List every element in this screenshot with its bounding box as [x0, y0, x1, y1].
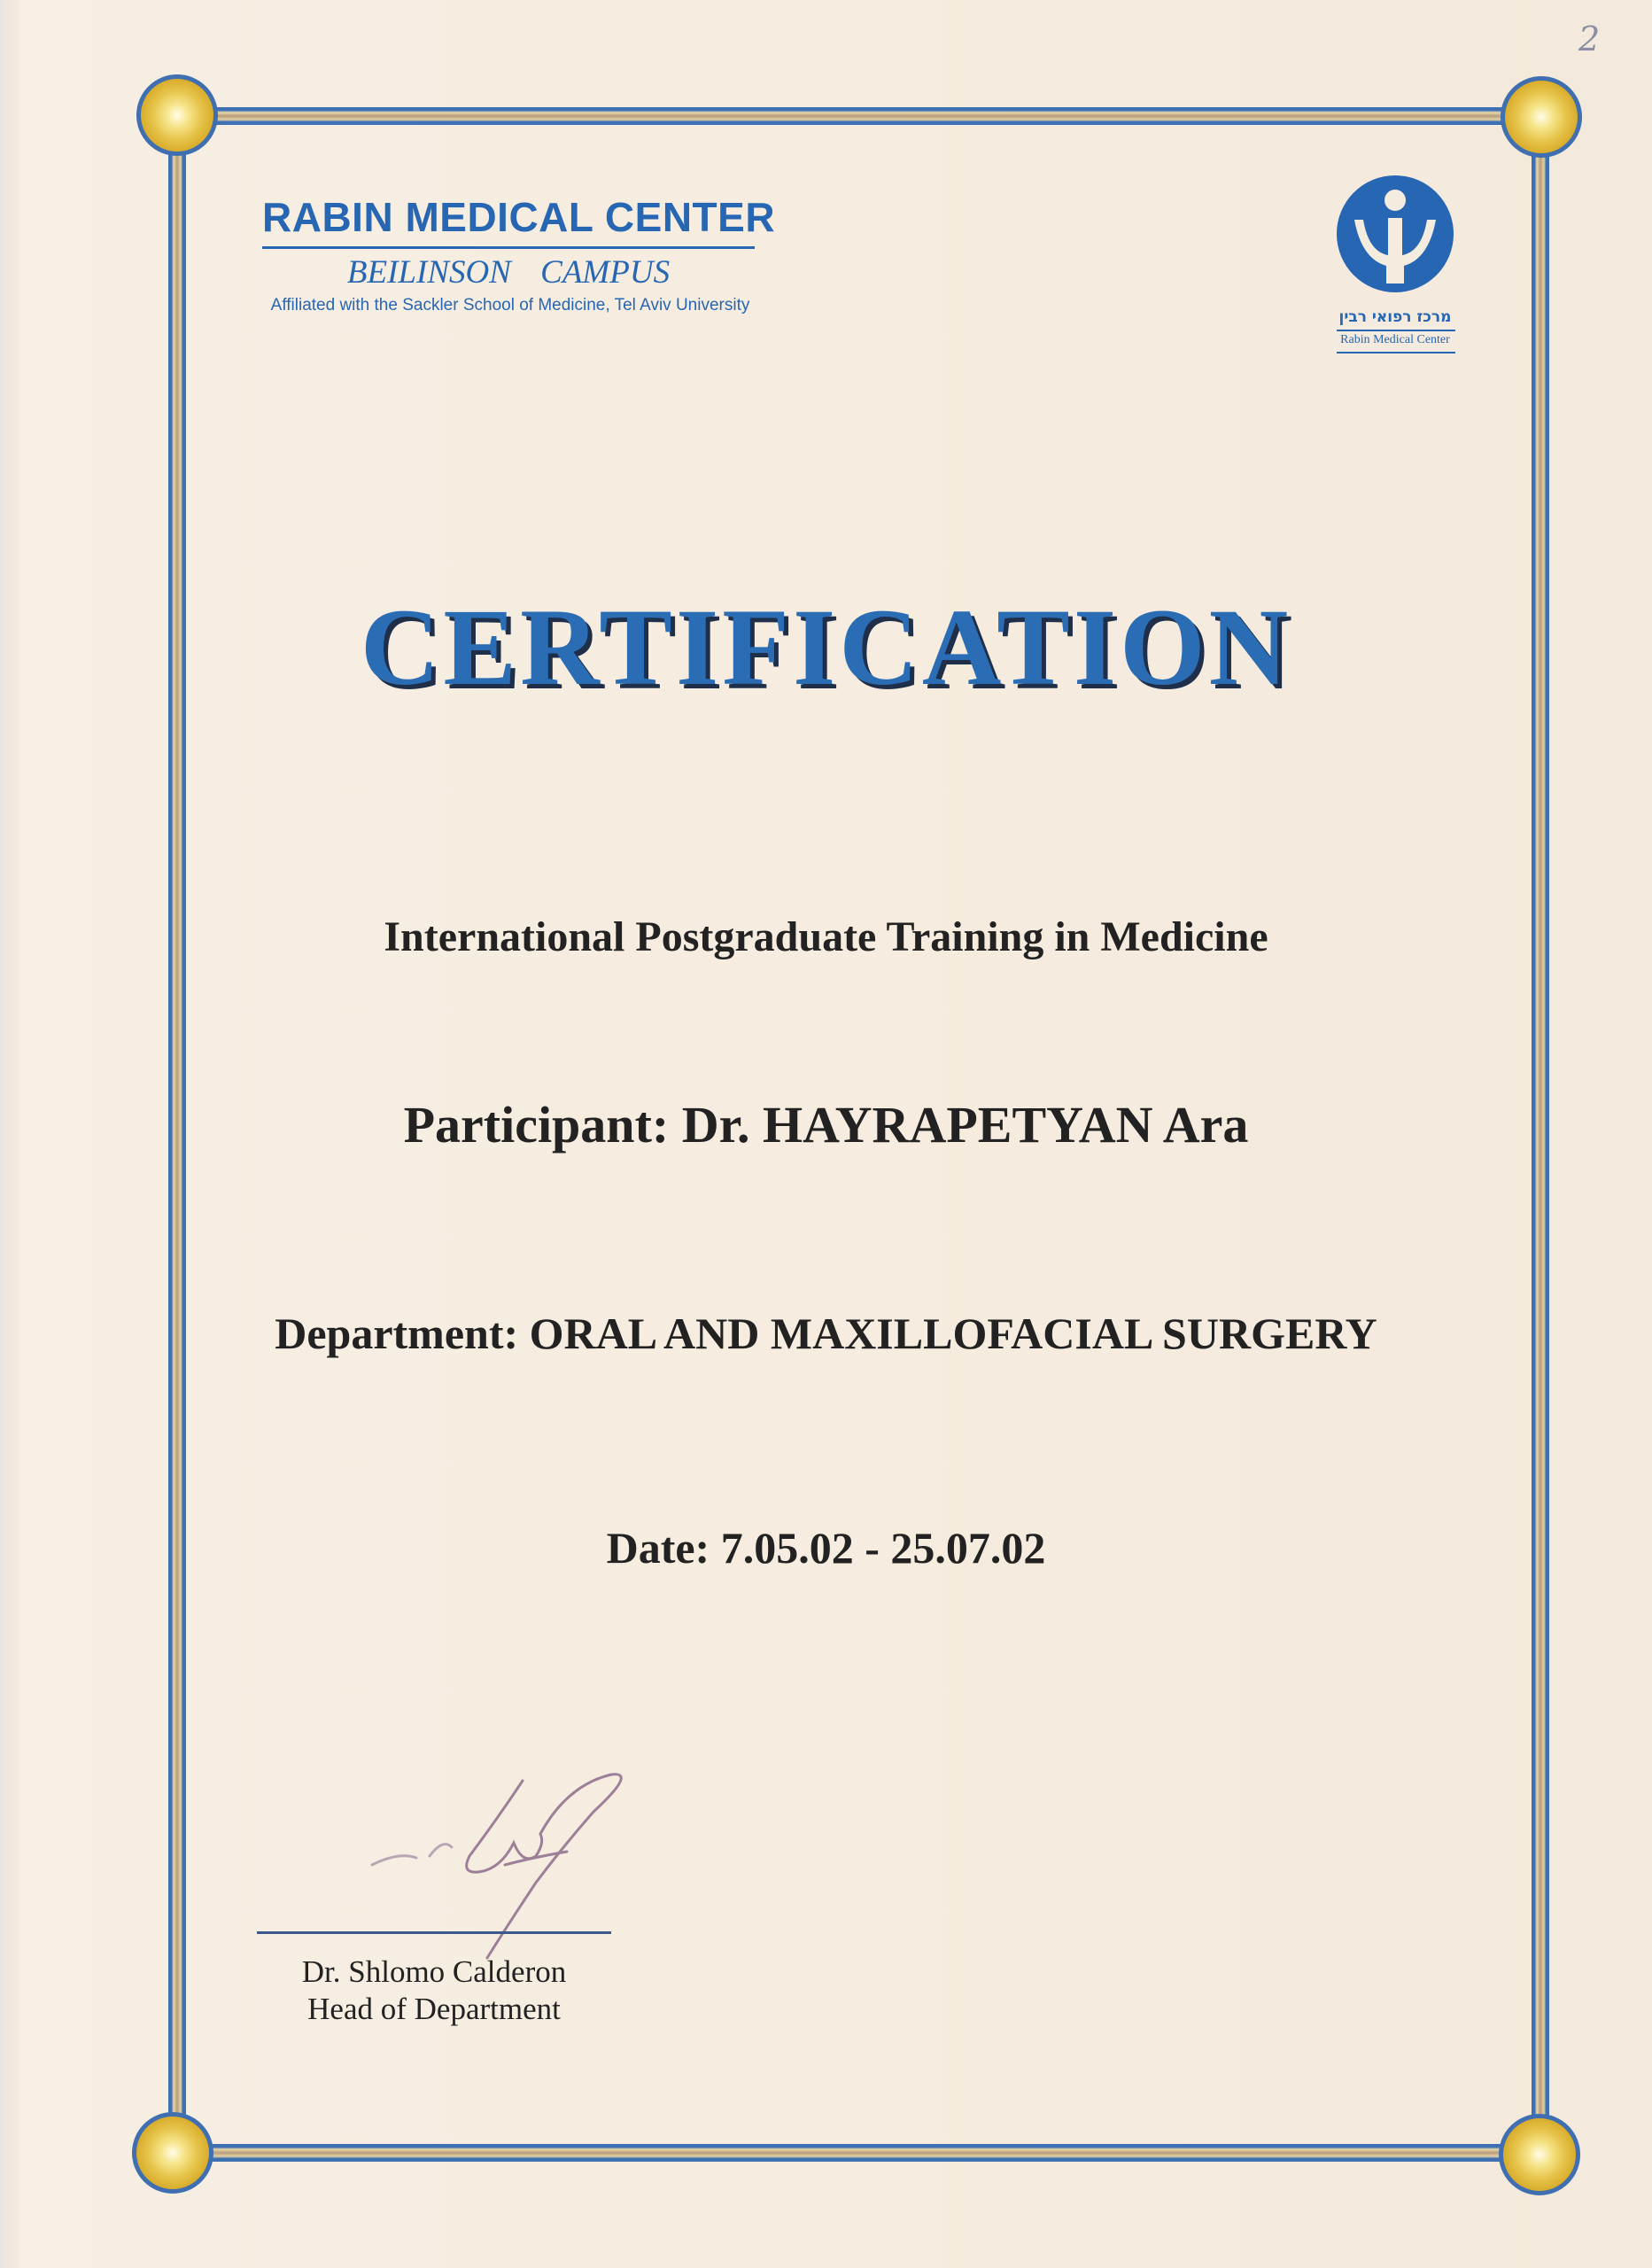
signature-line: [257, 1931, 611, 1934]
signer-title: Head of Department: [307, 1992, 561, 2026]
logo-caption-rule-bottom: [1337, 352, 1455, 353]
date-line: Date: 7.05.02 - 25.07.02: [606, 1523, 1046, 1573]
frame-corner-top-left: [136, 74, 218, 156]
frame-corner-bottom-left: [132, 2112, 213, 2194]
certificate-title: CERTIFICATION: [360, 586, 1292, 708]
frame-corner-top-right: [1501, 76, 1582, 158]
affiliation-text: Affiliated with the Sackler School of Medicine, Tel Aviv University: [270, 296, 750, 315]
campus-name: BEILINSON CAMPUS: [346, 254, 671, 291]
participant-line: Participant: Dr. HAYRAPETYAN Ara: [403, 1096, 1249, 1153]
logo-english-caption: Rabin Medical Center: [1340, 333, 1450, 346]
signer-name: Dr. Shlomo Calderon: [301, 1954, 567, 1989]
frame-corner-bottom-right: [1499, 2114, 1580, 2195]
logo-caption-rule: [1337, 330, 1455, 331]
handwritten-page-number: 2: [1578, 19, 1601, 58]
institution-underline: [262, 246, 755, 249]
department-line: Department: ORAL AND MAXILLOFACIAL SURGERY: [275, 1309, 1377, 1358]
frame-top-bar: [177, 107, 1524, 125]
program-name: International Postgraduate Training in Medicine: [384, 913, 1268, 960]
institution-name: RABIN MEDICAL CENTER: [262, 194, 776, 240]
frame-bottom-bar: [174, 2144, 1524, 2162]
logo-hebrew-caption: מרכז רפואי רבין: [1338, 308, 1452, 326]
rabin-logo-icon: [1335, 174, 1455, 294]
